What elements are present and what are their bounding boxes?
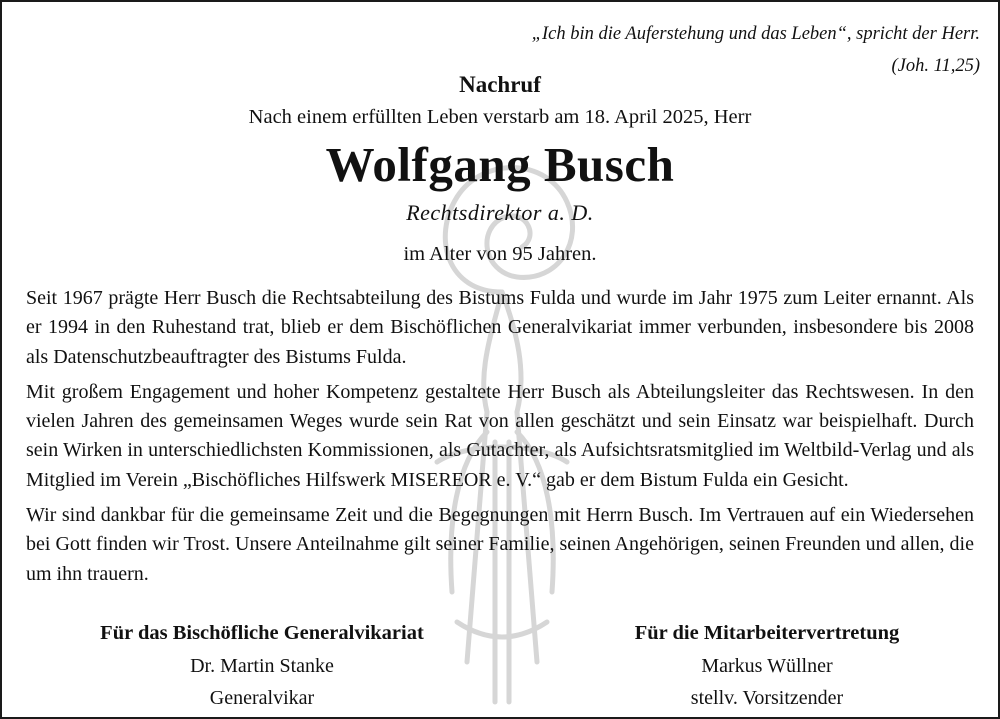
intro-line: Nach einem erfüllten Leben verstarb am 18. April 2025, Herr [248,106,752,128]
deceased-title: Rechtsdirektor a. D. [406,200,594,225]
signature-right [537,616,997,714]
signature-organization: Für die Mitarbeitervertretung [634,622,900,644]
signature-role: stellv. Vorsitzender [690,687,844,709]
deceased-age: im Alter von 95 Jahren. [403,243,597,265]
motto-reference: (Joh. 11,25) [891,56,980,76]
deceased-name: Wolfgang Busch [325,137,675,192]
obituary-text [26,284,974,595]
signature-person: Dr. Martin Stanke [190,655,334,677]
paragraph: Mit großem Engagement und hoher Kompetenz gestaltete Herr Busch als Abteilungsleiter das Rechtswesen. In den vielen Jahren des gemeinsamen Weges wurde sein Rat von allen geschätzt und sein Einsatz war beispielhaft. Durch sein Wirken in unterschiedlichsten Kommissionen, als Gutachter, als Aufsichtsratsmitglied im Weltbild-Verlag und als Mitglied im Verein „Bischöfliches Hilfswerk MISEREOR e. V.“ gab er dem Bistum Fulda ein Gesicht. [26,380,974,491]
signature-person: Markus Wüllner [701,655,833,677]
signature-role: Generalvikar [209,687,315,709]
paragraph: Seit 1967 prägte Herr Busch die Rechtsabteilung des Bistums Fulda und wurde im Jahr 1975 zum Leiter ernannt. Als er 1994 in den Ruhestand trat, blieb er dem Bischöflichen Generalvikariat immer verbunden, insbesondere bis 2008 als Datenschutzbeauftragter des Bistums Fulda. [26,287,974,368]
signature-organization: Für das Bischöfliche Generalvikariat [100,622,424,644]
paragraph: Wir sind dankbar für die gemeinsame Zeit und die Begegnungen mit Herrn Busch. Im Vertrauen auf ein Wiedersehen bei Gott finden wir Trost. Unsere Anteilnahme gilt seiner Familie, seinen Angehörigen, seinen Freunden und allen, die um ihn trauern. [26,504,974,585]
motto-quote: „Ich bin die Auferstehung und das Leben“, spricht der Herr. [531,24,980,44]
signature-left [32,616,492,714]
page-title: Nachruf [459,72,541,97]
